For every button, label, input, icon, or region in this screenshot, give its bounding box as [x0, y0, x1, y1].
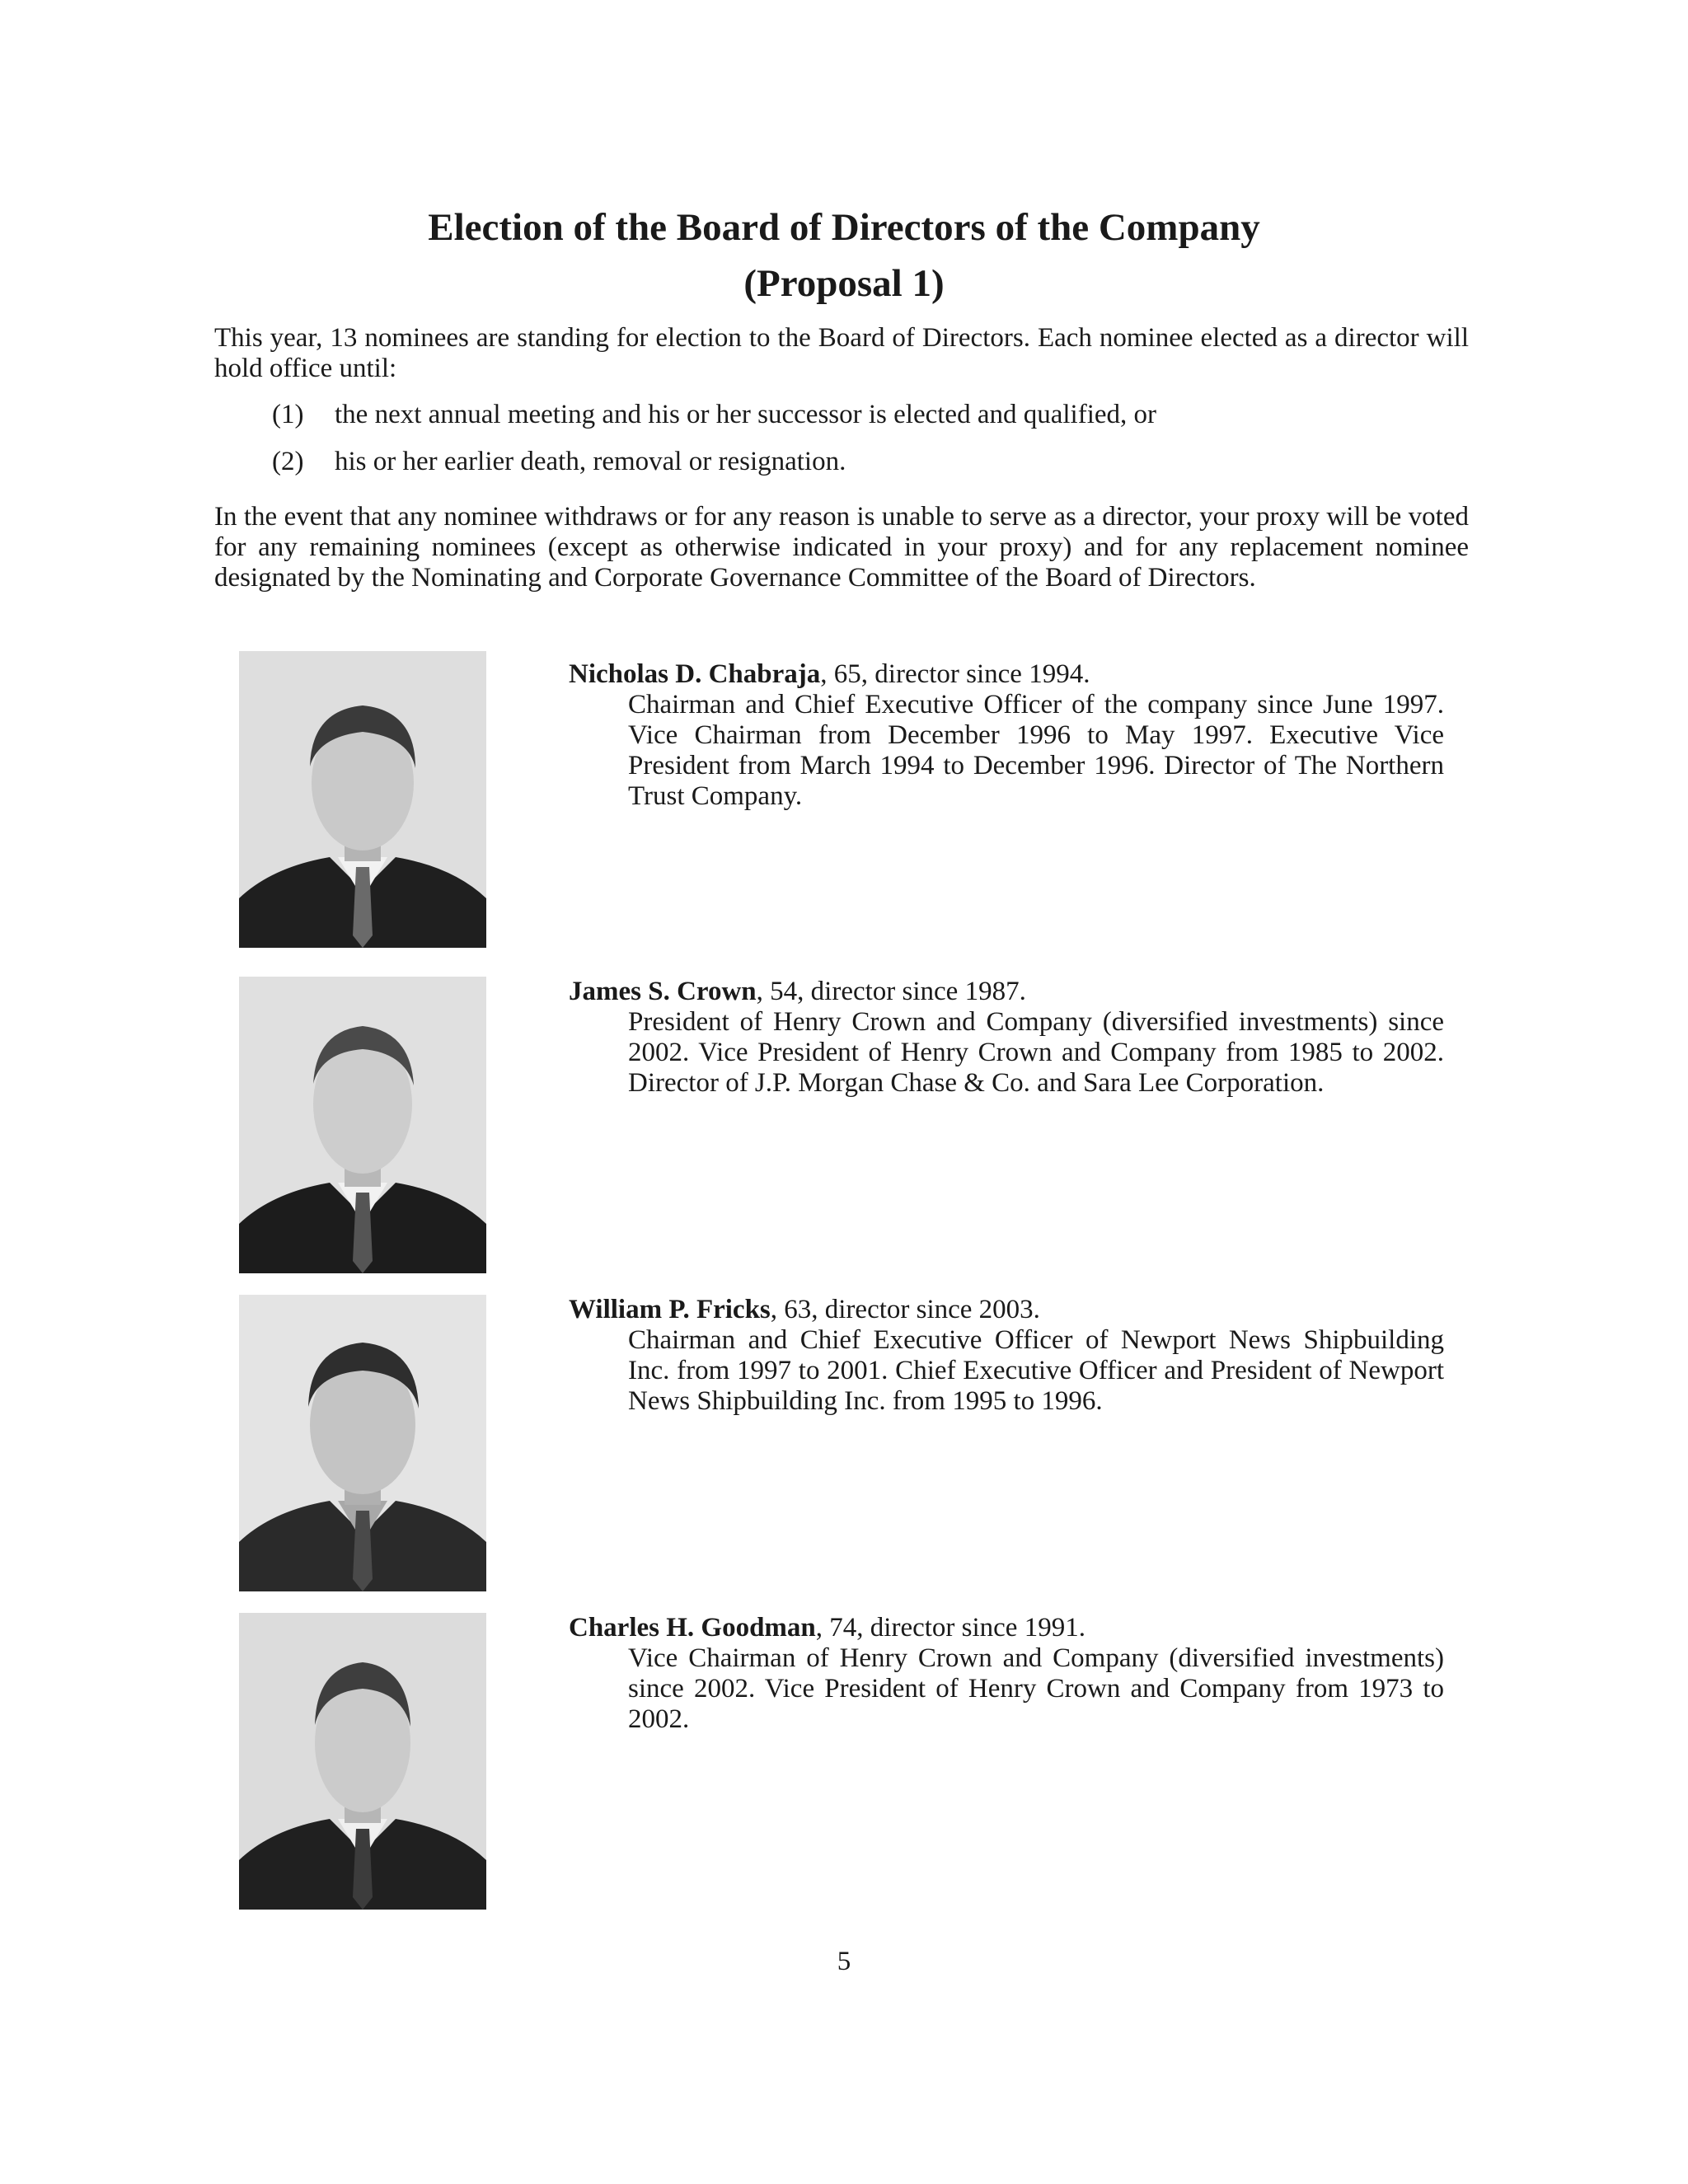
nominee-summary: , 63, director since 2003. — [770, 1295, 1040, 1324]
condition-number: (1) — [272, 400, 304, 429]
nominee-name: Nicholas D. Chabraja — [569, 659, 821, 689]
portrait-image — [239, 1295, 486, 1591]
condition-text: the next annual meeting and his or her successor is elected and qualified, or — [335, 400, 1156, 429]
portrait-image — [239, 651, 486, 948]
nominee-entry — [569, 659, 1444, 812]
nominee-name: William P. Fricks — [569, 1295, 771, 1324]
nominee-entry — [569, 977, 1444, 1099]
condition-item — [272, 447, 846, 477]
nominee-photo — [239, 651, 486, 948]
nominee-entry — [569, 1295, 1444, 1417]
nominee-name: Charles H. Goodman — [569, 1613, 816, 1643]
intro-paragraph: This year, 13 nominees are standing for election to the Board of Directors. Each nominee elected as a director will hold office until: — [214, 323, 1469, 383]
nominee-photo — [239, 1295, 486, 1591]
condition-item — [272, 400, 1156, 430]
proxy-paragraph: In the event that any nominee withdraws or for any reason is unable to serve as a director, your proxy will be voted for any remaining nominees (except as otherwise indicated in your proxy) and for any replacement nominee designated by the Nominating and Corporate Governance Committee of the Board of Directors. — [214, 502, 1469, 593]
proposal-subtitle: (Proposal 1) — [743, 262, 945, 305]
condition-number: (2) — [272, 447, 304, 476]
nominee-bio: Chairman and Chief Executive Officer of the company since June 1997. Vice Chairman from December 1996 to May 1997. Executive Vice President from March 1994 to December 1996. Director of The Northern Trust Company. — [628, 690, 1444, 811]
condition-text: his or her earlier death, removal or resignation. — [335, 447, 846, 476]
page-number: 5 — [837, 1947, 851, 1976]
page-title: Election of the Board of Directors of the Company — [428, 206, 1260, 249]
nominee-entry — [569, 1613, 1444, 1735]
nominee-summary: , 74, director since 1991. — [815, 1613, 1085, 1643]
portrait-image — [239, 977, 486, 1273]
nominee-bio: Chairman and Chief Executive Officer of Newport News Shipbuilding Inc. from 1997 to 2001. Chief Executive Officer and President of Newport News Shipbuilding Inc. from 1995 to 1996. — [628, 1325, 1444, 1416]
portrait-image — [239, 1613, 486, 1910]
nominee-photo — [239, 1613, 486, 1910]
nominee-summary: , 54, director since 1987. — [756, 977, 1026, 1006]
nominee-name: James S. Crown — [569, 977, 757, 1006]
nominee-photo — [239, 977, 486, 1273]
nominee-bio: President of Henry Crown and Company (diversified investments) since 2002. Vice President of Henry Crown and Company from 1985 to 2002. Director of J.P. Morgan Chase & Co. and Sara Lee Corporation. — [628, 1007, 1444, 1098]
nominee-summary: , 65, director since 1994. — [820, 659, 1090, 689]
nominee-bio: Vice Chairman of Henry Crown and Company (diversified investments) since 2002. Vice President of Henry Crown and Company from 1973 to 2002. — [628, 1643, 1444, 1734]
